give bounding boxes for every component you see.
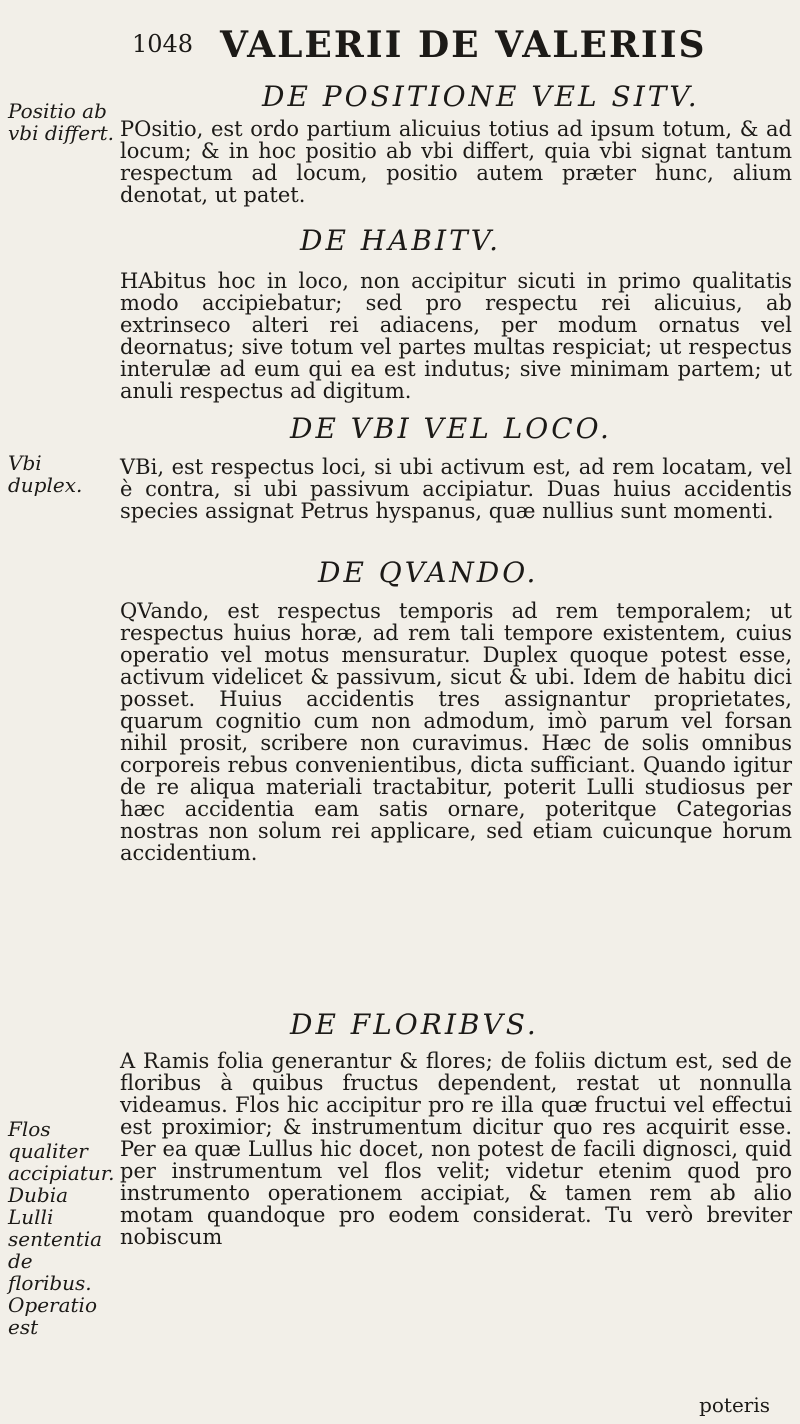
section-heading-floribus: DE FLORIBVS. (290, 1008, 539, 1041)
paragraph-habitus: HAbitus hoc in loco, non accipitur sicuti in primo qualitatis modo accipiebatur; sed pro respectu rei alicuius, ab extrinseco alteri rei adiacens, per modum ornatus vel deornatus; sive totum vel partes multas respiciat; ut respectus interulæ ad eum qui ea est indutus; sive minimam partem; ut anuli respectus ad digitum. (120, 269, 792, 403)
running-title: VALERII DE VALERIIS (220, 24, 707, 66)
section-heading-quando: DE QVANDO. (318, 556, 539, 589)
paragraph-floribus: A Ramis folia generantur & flores; de foliis dictum est, sed de floribus à quibus fructus dependent, restat ut nonnulla videamus. Flos hic accipitur pro re illa quæ fructui vel effectui est proximior; & instrumentum dicitur quo res acquirit esse. Per ea quæ Lullus hic docet, non potest de facili dignosci, quid per instrumentum vel flos velit; videtur etenim quod pro instrumento operationem accipiat, & tamen rem ab alio motam quandoque pro eodem considerat. Tu verò breviter nobiscum (120, 1049, 792, 1249)
paragraph-positio: POsitio, est ordo partium alicuius totius ad ipsum totum, & ad locum; & in hoc positio ab vbi differt, quia vbi signat tantum respectum ad locum, positio autem præter hunc, alium denotat, ut patet. (120, 117, 792, 207)
paragraph-ubi: VBi, est respectus loci, si ubi activum est, ad rem locatam, vel è contra, si ubi passivum accipiatur. Duas huius accidentis species assignat Petrus hyspanus, quæ nullius sunt momenti. (120, 455, 792, 523)
margin-note-positio: Positio ab vbi differt. (8, 99, 115, 145)
section-heading-habitus: DE HABITV. (300, 224, 501, 257)
section-heading-positio: DE POSITIONE VEL SITV. (262, 80, 700, 113)
page-header (120, 18, 780, 78)
paragraph-quando: QVando, est respectus temporis ad rem temporalem; ut respectus huius horæ, ad rem tali tempore existentem, cuius operatio vel motus mensuratur. Duplex quoque potest esse, activum videlicet & passivum, sicut & ubi. Idem de habitu dici posset. Huius accidentis tres assignantur proprietates, quarum cognitio cum non admodum, imò parum vel forsan nihil prosit, scribere non curavimus. Hæc de solis omnibus corporeis rebus convenientibus, dicta sufficiant. Quando igitur de re aliqua materiali tractabitur, poterit Lulli studiosus per hæc accidentia eam satis ornare, poteritque Categorias nostras non solum rei applicare, sed etiam cuicunque horum accidentium. (120, 599, 792, 865)
section-heading-ubi: DE VBI VEL LOCO. (290, 412, 612, 445)
margin-note-floribus: Flos qualiter accipiatur. Dubia Lulli sententia de floribus. Operatio est (8, 1117, 115, 1339)
page-number: 1048 (132, 30, 194, 58)
catchword: poteris (699, 1393, 770, 1417)
margin-note-ubi: Vbi duplex. (8, 451, 83, 497)
